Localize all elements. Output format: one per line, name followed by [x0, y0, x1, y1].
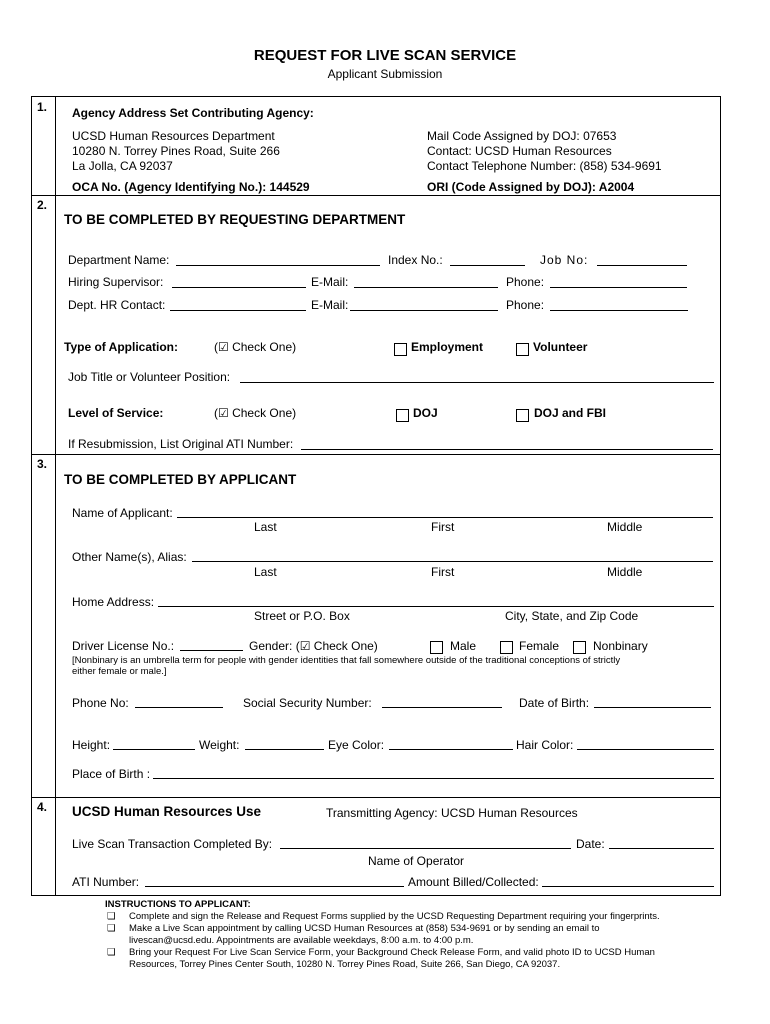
other-names-field[interactable] — [192, 561, 713, 562]
driver-license-field[interactable] — [180, 650, 243, 651]
section-number-3: 3. — [37, 457, 48, 471]
section3-heading: TO BE COMPLETED BY APPLICANT — [64, 472, 297, 487]
female-label: Female — [519, 639, 560, 653]
height-label: Height: — [72, 738, 111, 752]
phone-label-1: Phone: — [506, 275, 545, 289]
job-title-field[interactable] — [240, 382, 714, 383]
instructions-heading: INSTRUCTIONS TO APPLICANT: — [105, 899, 251, 910]
place-of-birth-label: Place of Birth : — [72, 767, 151, 781]
bullet-icon: ❑ — [107, 911, 116, 922]
section-number-4: 4. — [37, 800, 48, 814]
page-subtitle: Applicant Submission — [327, 67, 443, 81]
bullet-icon: ❑ — [107, 947, 116, 958]
doj-label: DOJ — [413, 406, 438, 420]
section-number-1: 1. — [37, 100, 48, 114]
transmitting-agency: Transmitting Agency: UCSD Human Resources — [326, 806, 578, 820]
hiring-supervisor-label: Hiring Supervisor: — [68, 275, 164, 289]
index-no-field[interactable] — [450, 265, 525, 266]
instruction-2b: livescan@ucsd.edu. Appointments are available weekdays, 8:00 a.m. to 4:00 p.m. — [129, 935, 474, 946]
section1-heading: Agency Address Set Contributing Agency: — [72, 106, 314, 120]
ati-number-field[interactable] — [145, 886, 404, 887]
instruction-2a: Make a Live Scan appointment by calling UCSD Human Resources at (858) 534-9691 or by sending an email to — [129, 923, 600, 934]
employment-checkbox[interactable] — [394, 343, 407, 356]
employment-label: Employment — [411, 340, 484, 354]
mail-code: Mail Code Assigned by DOJ: 07653 — [427, 129, 617, 143]
other-names-label: Other Name(s), Alias: — [72, 550, 187, 564]
first-name-caption-1: First — [431, 520, 455, 534]
email-field-2[interactable] — [350, 310, 498, 311]
middle-name-caption-2: Middle — [607, 565, 643, 579]
instruction-3b: Resources, Torrey Pines Center South, 10280 N. Torrey Pines Road, Suite 266, San Diego, CA 92037. — [129, 959, 561, 970]
dept-hr-contact-label: Dept. HR Contact: — [68, 298, 166, 312]
job-no-label: Job No: — [540, 253, 589, 267]
instruction-1: Complete and sign the Release and Request Forms supplied by the UCSD Requesting Department requiring your fingerprints. — [129, 911, 660, 922]
middle-name-caption-1: Middle — [607, 520, 643, 534]
resubmission-label: If Resubmission, List Original ATI Number: — [68, 437, 294, 451]
email-field-1[interactable] — [354, 287, 498, 288]
hair-color-field[interactable] — [577, 749, 714, 750]
doj-checkbox[interactable] — [396, 409, 409, 422]
email-label-2: E-Mail: — [311, 298, 349, 312]
date-field[interactable] — [609, 848, 714, 849]
section-number-2: 2. — [37, 198, 48, 212]
home-address-label: Home Address: — [72, 595, 155, 609]
doj-fbi-label: DOJ and FBI — [534, 406, 607, 420]
ati-number-label: ATI Number: — [72, 875, 140, 889]
completed-by-field[interactable] — [280, 848, 571, 849]
hiring-supervisor-field[interactable] — [172, 287, 306, 288]
name-of-operator-caption: Name of Operator — [368, 854, 465, 868]
job-title-label: Job Title or Volunteer Position: — [68, 370, 231, 384]
street-caption: Street or P.O. Box — [254, 609, 350, 623]
nonbinary-checkbox[interactable] — [573, 641, 586, 654]
level-of-service-label: Level of Service: — [68, 406, 164, 420]
section2-heading: TO BE COMPLETED BY REQUESTING DEPARTMENT — [64, 212, 406, 227]
name-of-applicant-label: Name of Applicant: — [72, 506, 173, 520]
name-of-applicant-field[interactable] — [177, 517, 713, 518]
phone-no-field[interactable] — [135, 707, 223, 708]
dob-label: Date of Birth: — [519, 696, 590, 710]
place-of-birth-field[interactable] — [153, 778, 714, 779]
agency-address-line2: 10280 N. Torrey Pines Road, Suite 266 — [72, 144, 280, 158]
last-name-caption-2: Last — [254, 565, 277, 579]
index-no-label: Index No.: — [388, 253, 443, 267]
weight-label: Weight: — [199, 738, 240, 752]
male-checkbox[interactable] — [430, 641, 443, 654]
completed-by-label: Live Scan Transaction Completed By: — [72, 837, 273, 851]
ssn-field[interactable] — [382, 707, 502, 708]
section4-heading: UCSD Human Resources Use — [72, 804, 262, 819]
dob-field[interactable] — [594, 707, 711, 708]
department-name-label: Department Name: — [68, 253, 170, 267]
check-one-hint-2: (☑ Check One) — [214, 406, 297, 420]
phone-no-label: Phone No: — [72, 696, 129, 710]
home-address-field[interactable] — [158, 606, 714, 607]
male-label: Male — [450, 639, 477, 653]
eye-color-label: Eye Color: — [328, 738, 385, 752]
job-no-field[interactable] — [597, 265, 687, 266]
weight-field[interactable] — [245, 749, 324, 750]
check-one-hint-1: (☑ Check One) — [214, 340, 297, 354]
resubmission-field[interactable] — [301, 449, 713, 450]
agency-address-line3: La Jolla, CA 92037 — [72, 159, 173, 173]
contact: Contact: UCSD Human Resources — [427, 144, 612, 158]
dept-hr-contact-field[interactable] — [170, 310, 306, 311]
phone-label-2: Phone: — [506, 298, 545, 312]
agency-address-line1: UCSD Human Resources Department — [72, 129, 275, 143]
eye-color-field[interactable] — [389, 749, 513, 750]
nonbinary-note-line1: [Nonbinary is an umbrella term for people with gender identities that fall somewhere outside of the traditional conceptions of strictly — [72, 655, 621, 666]
nonbinary-label: Nonbinary — [593, 639, 648, 653]
bullet-icon: ❑ — [107, 923, 116, 934]
date-label: Date: — [576, 837, 605, 851]
instruction-3a: Bring your Request For Live Scan Service Form, your Background Check Release Form, and valid photo ID to UCSD Human — [129, 947, 655, 958]
amount-field[interactable] — [542, 886, 714, 887]
type-of-application-label: Type of Application: — [64, 340, 178, 354]
last-name-caption-1: Last — [254, 520, 277, 534]
phone-field-1[interactable] — [550, 287, 687, 288]
phone-field-2[interactable] — [550, 310, 688, 311]
contact-telephone: Contact Telephone Number: (858) 534-9691 — [427, 159, 662, 173]
height-field[interactable] — [113, 749, 195, 750]
amount-label: Amount Billed/Collected: — [408, 875, 539, 889]
driver-license-label: Driver License No.: — [72, 639, 175, 653]
female-checkbox[interactable] — [500, 641, 513, 654]
gender-label: Gender: (☑ Check One) — [249, 639, 378, 653]
first-name-caption-2: First — [431, 565, 455, 579]
email-label-1: E-Mail: — [311, 275, 349, 289]
city-state-zip-caption: City, State, and Zip Code — [505, 609, 639, 623]
doj-fbi-checkbox[interactable] — [516, 409, 529, 422]
volunteer-checkbox[interactable] — [516, 343, 529, 356]
page-title: REQUEST FOR LIVE SCAN SERVICE — [253, 47, 517, 64]
department-name-field[interactable] — [176, 265, 380, 266]
oca-number: OCA No. (Agency Identifying No.): 144529 — [72, 180, 310, 194]
ssn-label: Social Security Number: — [243, 696, 372, 710]
hair-color-label: Hair Color: — [516, 738, 574, 752]
ori-code: ORI (Code Assigned by DOJ): A2004 — [427, 180, 635, 194]
volunteer-label: Volunteer — [533, 340, 588, 354]
nonbinary-note-line2: either female or male.] — [72, 666, 167, 677]
